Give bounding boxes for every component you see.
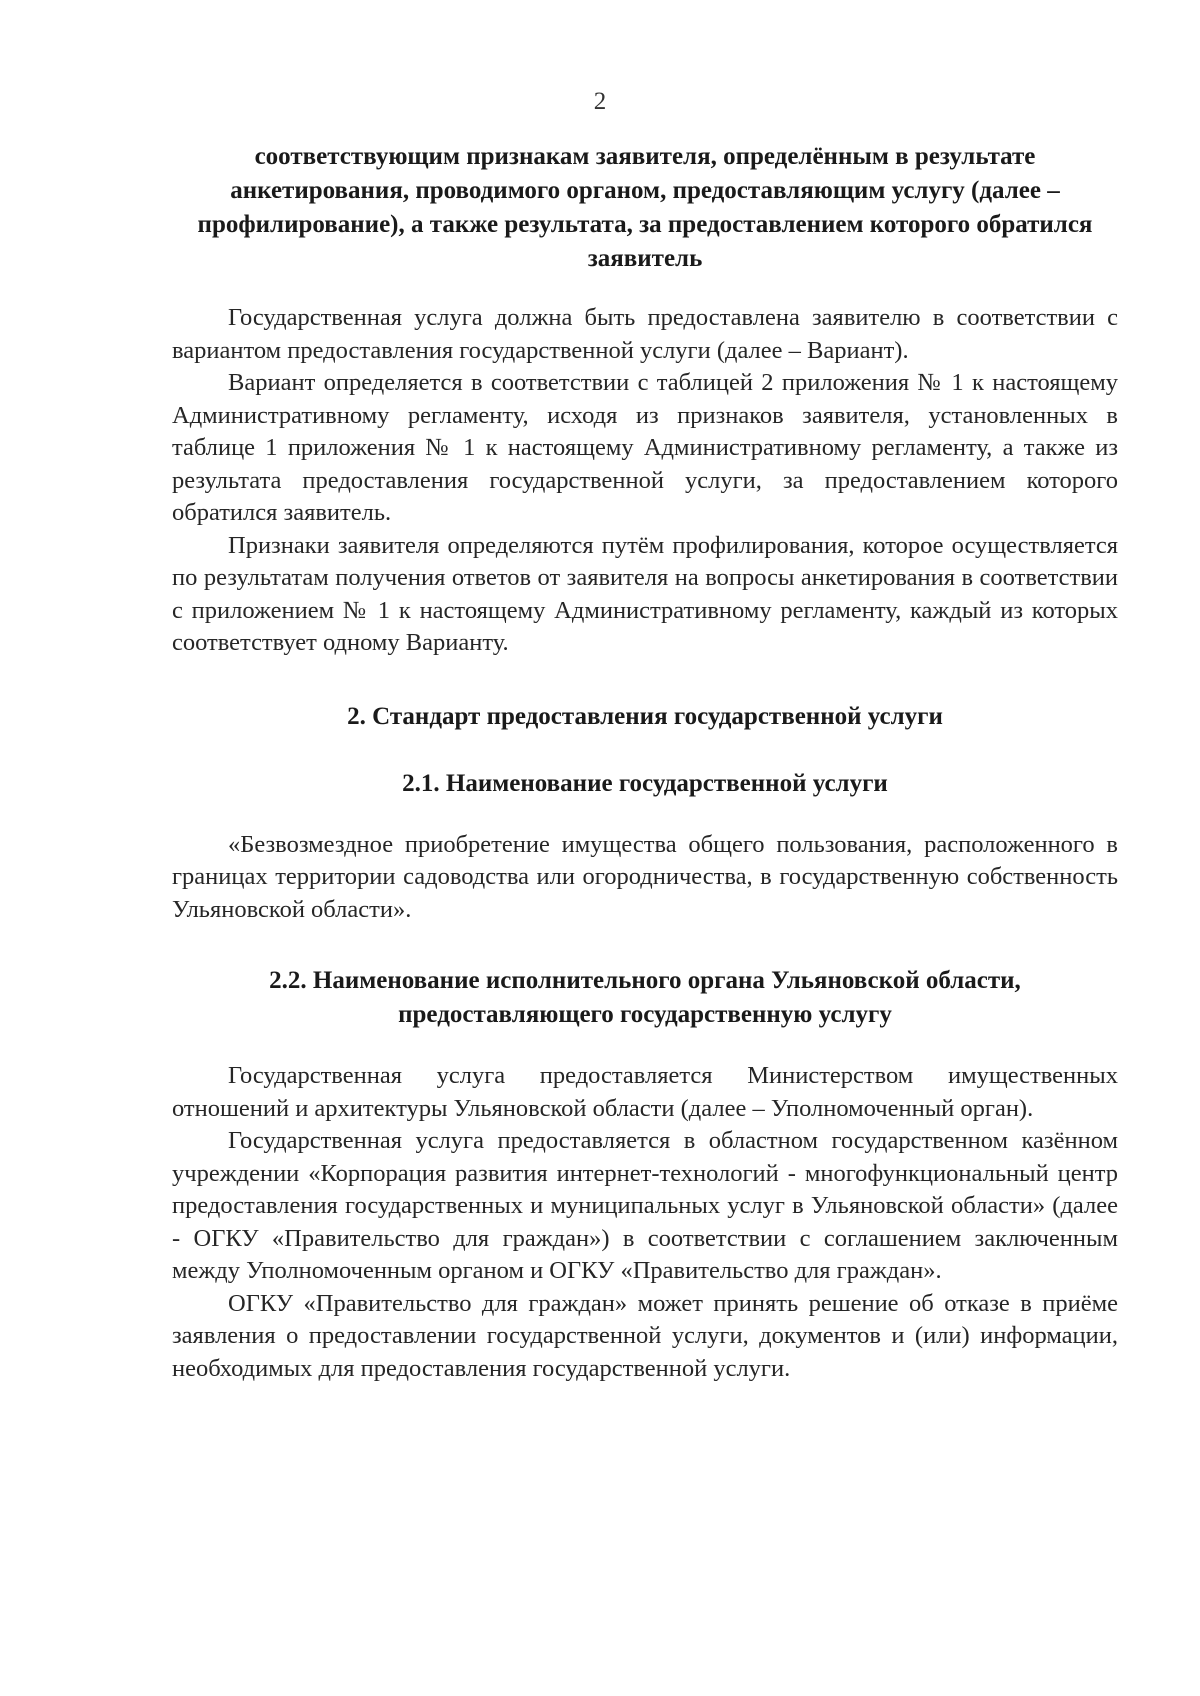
intro-paragraph: Признаки заявителя определяются путём профилирования, которое осуществляется по результатам получения ответов от заявителя на вопросы анкетирования в соответствии с приложением № 1 к настоящему Административному регламенту, каждый из которых соответствует одному Варианту. bbox=[172, 531, 1118, 656]
section-2-1-paragraph: «Безвозмездное приобретение имущества общего пользования, расположенного в границах территории садоводства или огородничества, в государственную собственность Ульяновской области». bbox=[172, 830, 1118, 923]
section-2-2-paragraph: Государственная услуга предоставляется в областном государственном казённом учреждении «Корпорация развития интернет-технологий - многофункциональный центр предоставления государственных и муниципальных услуг в Ульяновской области» (далее - ОГКУ «Правительство для граждан») в соответствии с соглашением заключенным между Уполномоченным органом и ОГКУ «Правительство для граждан». bbox=[172, 1127, 1118, 1284]
intro-paragraph: Государственная услуга должна быть предоставлена заявителю в соответствии с вариантом предоставления государственной услуги (далее – Вариант). bbox=[172, 304, 1118, 364]
intro-paragraph: Вариант определяется в соответствии с таблицей 2 приложения № 1 к настоящему Административному регламенту, исходя из признаков заявителя, установленных в таблице 1 приложения № 1 к настоящему Административному регламенту, а также из результата предоставления государственной услуги, за предоставлением которого обратился заявитель. bbox=[172, 369, 1118, 526]
intro-heading: соответствующим признакам заявителя, определённым в результате анкетирования, проводимого органом, предоставляющим услугу (далее – профилирование), а также результата, за предоставлением которого обратился заявитель bbox=[197, 143, 1093, 272]
page-content bbox=[172, 140, 1118, 1385]
section-2-1-heading: 2.1. Наименование государственной услуги bbox=[402, 769, 888, 797]
section-2-2-heading-line2: предоставляющего государственную услугу bbox=[398, 1001, 892, 1028]
section-2-heading: 2. Стандарт предоставления государственной услуги bbox=[347, 702, 943, 730]
section-2-2-paragraph: ОГКУ «Правительство для граждан» может принять решение об отказе в приёме заявления о предоставлении государственной услуги, документов и (или) информации, необходимых для предоставления государственной услуги. bbox=[172, 1289, 1118, 1382]
section-2-2-heading-line1: 2.2. Наименование исполнительного органа Ульяновской области, bbox=[269, 967, 1021, 994]
page-number: 2 bbox=[593, 88, 607, 115]
section-2-2-paragraph: Государственная услуга предоставляется Министерством имущественных отношений и архитектуры Ульяновской области (далее – Уполномоченный орган). bbox=[172, 1062, 1118, 1122]
section-2-2-heading bbox=[172, 964, 1118, 1032]
